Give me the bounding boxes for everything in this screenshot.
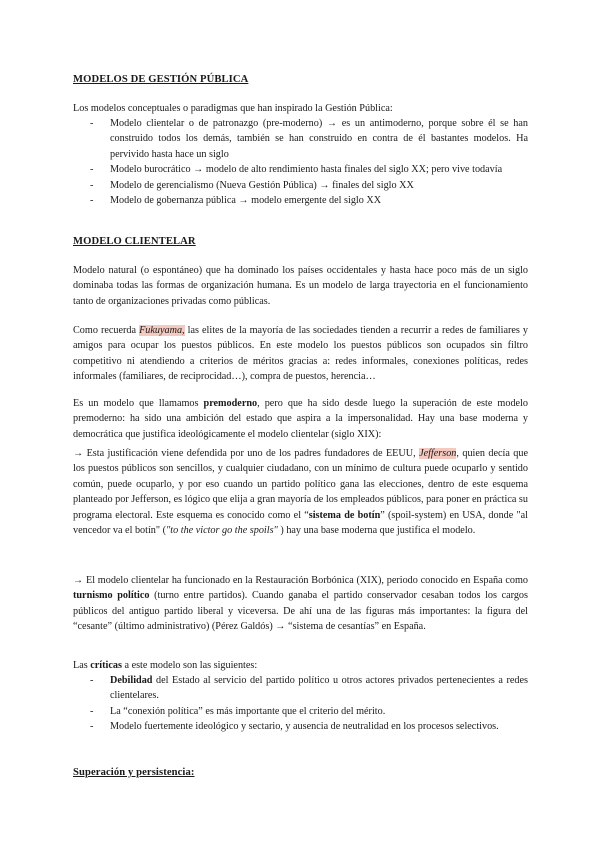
section-title-clientelar: MODELO CLIENTELAR [73,236,196,247]
list-item: - Modelo burocrático → modelo de alto rendimiento hasta finales del siglo XX; pero vive todavía [90,164,503,176]
list-item: - Modelo clientelar o de patronazgo (pre-moderno) → es un antimoderno, porque sobre él se han construido todos los demás, también se han construido en contra de él bastantes modelos. Ha pervivido hasta hace un siglo [90,118,528,160]
list-item: - Debilidad del Estado al servicio del partido político u otros actores privados pertenecientes a redes clientelares. [90,675,528,702]
paragraph-2: Como recuerda Fukuyama, las elites de la mayoría de las sociedades tienden a recurrir a redes de familiares y amigos para ocupar los puestos públicos. En este modelo los puestos públicos son ocupados sin filtro competitivo ni atendiendo a criterios de méritos gracias a: redes informales, conexiones políticas, redes informales (familiares, de reciprocidad…), compra de puestos, herencia… [73,325,528,383]
list-item: - Modelo fuertemente ideológico y sectario, y ausencia de neutralidad en los procesos selectivos. [90,721,499,733]
section-title-persistencia: Superación y persistencia: [73,767,195,778]
list-item: - Modelo de gobernanza pública → modelo emergente del siglo XX [90,195,382,207]
paragraph-5: → El modelo clientelar ha funcionado en la Restauración Borbónica (XIX), periodo conocido en España como turnismo político (turno entre partidos). Cuando ganaba el partido conservador cesaban todos los cargos públicos del antiguo partido liberal y viceversa. De ahí una de las figuras más importantes: la figura del “cesante” (último administrativo) (Pérez Galdós) → “sistema de cesantías” en España. [73,575,528,633]
paragraph-4: → Esta justificación viene defendida por uno de los padres fundadores de EEUU, Jefferson, quien decía que los puestos públicos son sencillos, y cualquier ciudadano, con un mínimo de cultura puede ocuparlo y sentido común, puede ocuparlo, y por eso cuando un partido político gana las elecciones, dentro de este esquema planteado por Jefferson, es lógico que elija a gran mayoría de los empleados públicos, para poner en práctica su programa electoral. Este esquema es conocido como el “sistema de botín” (spoil-system) en USA, donde "al vencedor va el botín" ("to the victor go the spoils" ) hay una base moderna que justifica el modelo. [73,448,529,537]
paragraph-1: Modelo natural (o espontáneo) que ha dominado los países occidentales y hasta hace poco más de un siglo dominaba todas las formas de organización humana. Es un modelo de larga trayectoria en el funcionamiento tanto de organizaciones privadas como públicas. [73,265,528,307]
models-list [73,116,528,208]
paragraph-3: Es un modelo que llamamos premoderno, pero que ha sido desde luego la superación de este modelo premoderno: ha sido una ambición del estado que aspira a la impersonalidad. Hay una base moderna y democrática que justifica ideológicamente el modelo clientelar (siglo XIX): [73,398,528,440]
section-title-modelos: MODELOS DE GESTIÓN PÚBLICA [73,74,249,85]
list-item: - La “conexión política” es más importante que el criterio del mérito. [90,705,386,717]
highlighted-name: Fukuyama, [139,325,185,336]
models-intro: Los modelos conceptuales o paradigmas que han inspirado la Gestión Pública: [73,103,393,114]
critics-list [73,673,528,735]
paragraph-6: Las críticas a este modelo son las siguientes: [73,660,258,671]
highlighted-name: Jefferson [419,448,457,459]
list-item: - Modelo de gerencialismo (Nueva Gestión Pública) → finales del siglo XX [90,179,414,191]
